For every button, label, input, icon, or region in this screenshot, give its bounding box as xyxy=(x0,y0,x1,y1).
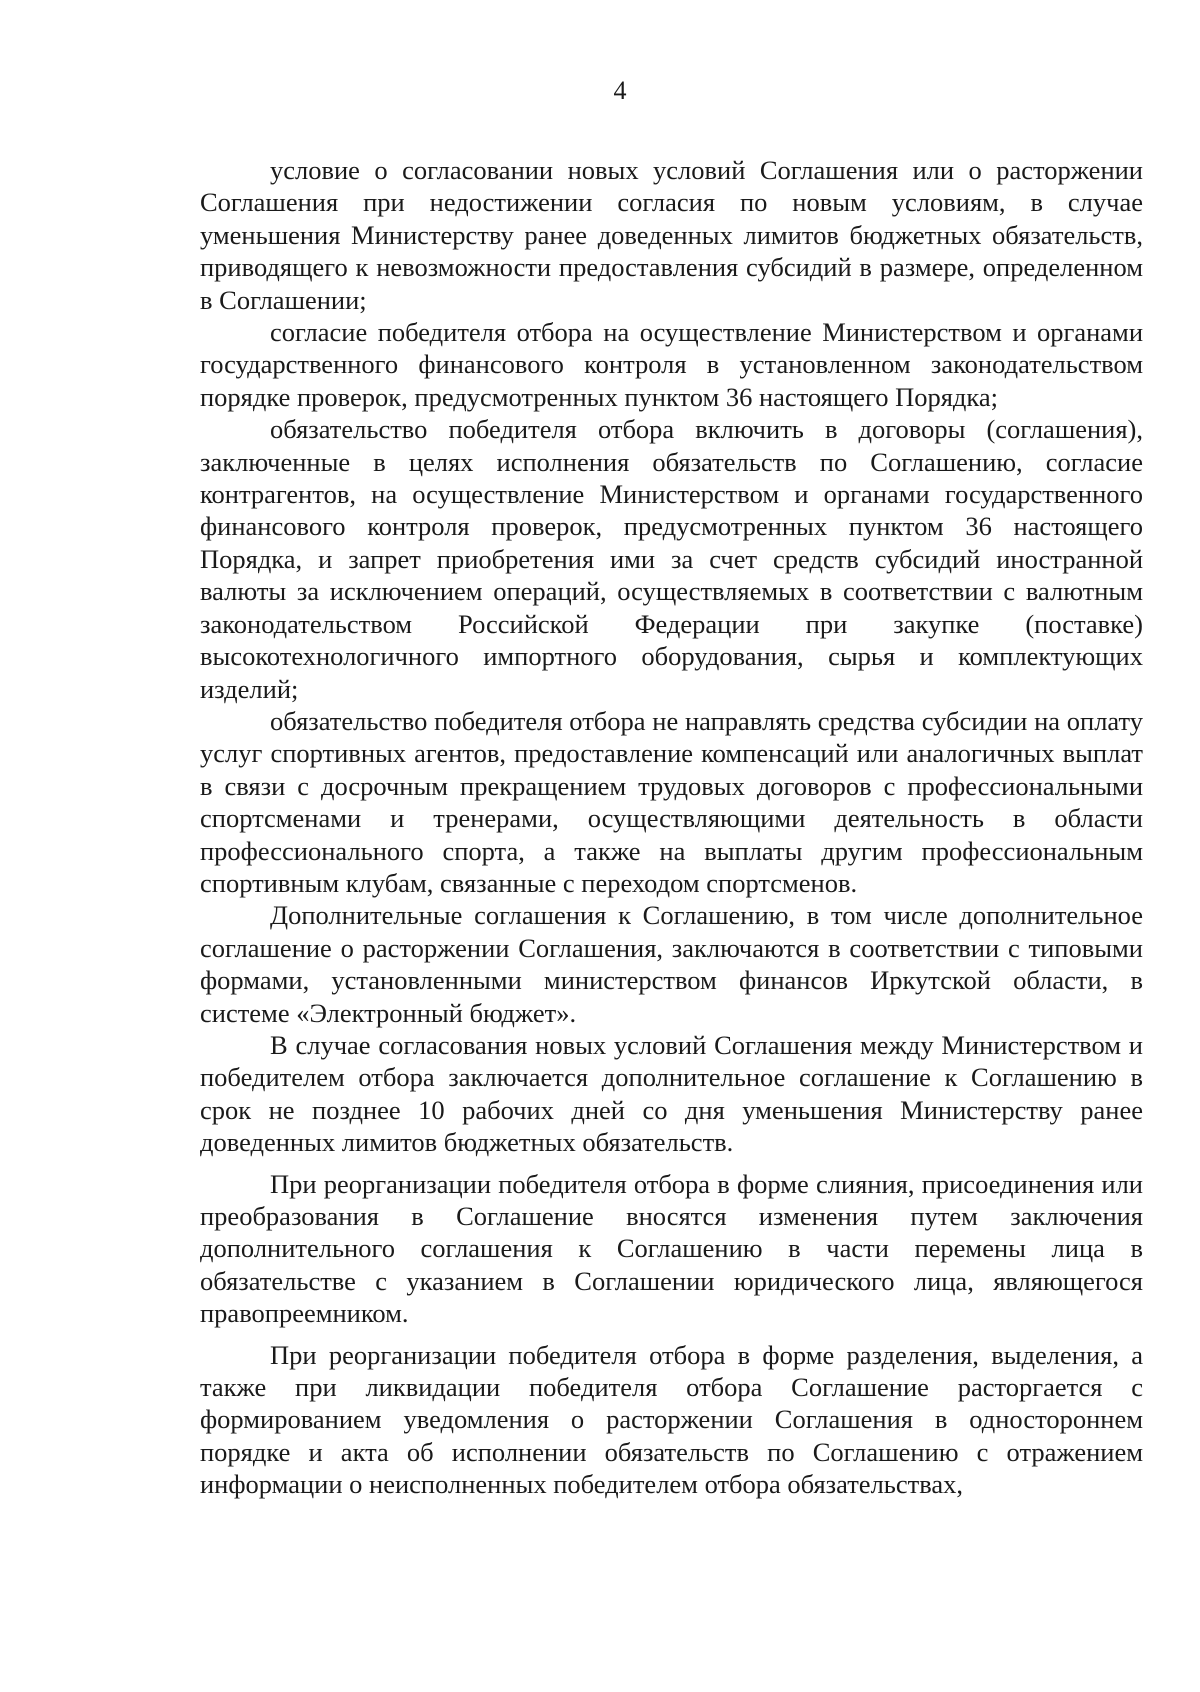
paragraph-new-terms-deadline: В случае согласования новых условий Соглашения между Министерством и победителем отбора заключается дополнительное соглашение к Соглашению в срок не позднее 10 рабочих дней со дня уменьшения Министерству ранее доведенных лимитов бюджетных обязательств. xyxy=(200,1029,1143,1158)
paragraph-additional-agreements: Дополнительные соглашения к Соглашению, в том числе дополнительное соглашение о расторжении Соглашения, заключаются в соответствии с типовыми формами, установленными министерством финансов Иркутской области, в системе «Электронный бюджет». xyxy=(200,900,1143,1028)
paragraph-agreement-terms-condition: условие о согласовании новых условий Соглашения или о расторжении Соглашения при недостижении согласия по новым условиям, в случае уменьшения Министерству ранее доведенных лимитов бюджетных обязательств, приводящего к невозможности предоставления субсидий в размере, определенном в Соглашении; xyxy=(200,155,1143,315)
paragraph-subsidy-restriction: обязательство победителя отбора не направлять средства субсидии на оплату услуг спортивных агентов, предоставление компенсаций или аналогичных выплат в связи с досрочным прекращением трудовых договоров с профессиональными спортсменами и тренерами, осуществляющими деятельность в области профессионального спорта, а также на выплаты другим профессиональным спортивным клубам, связанные с переходом спортсменов. xyxy=(200,705,1143,898)
page-number: 4 xyxy=(613,76,627,105)
paragraph-inspection-consent: согласие победителя отбора на осуществление Министерством и органами государственного финансового контроля в установленном законодательством порядке проверок, предусмотренных пунктом 36 настоящего Порядка; xyxy=(200,317,1143,412)
document-body xyxy=(200,154,1143,1501)
paragraph-reorganization-merger: При реорганизации победителя отбора в форме слияния, присоединения или преобразования в Соглашение вносятся изменения путем заключения дополнительного соглашения к Соглашению в части перемены лица в обязательстве с указанием в Соглашении юридического лица, являющегося правопреемником. xyxy=(200,1168,1143,1329)
paragraph-contract-obligation: обязательство победителя отбора включить в договоры (соглашения), заключенные в целях исполнения обязательств по Соглашению, согласие контрагентов, на осуществление Министерством и органами государственного финансового контроля проверок, предусмотренных пунктом 36 настоящего Порядка, и запрет приобретения ими за счет средств субсидий иностранной валюты за исключением операций, осуществляемых в соответствии с валютным законодательством Российской Федерации при закупке (поставке) высокотехнологичного импортного оборудования, сырья и комплектующих изделий; xyxy=(200,414,1143,704)
paragraph-reorganization-separation: При реорганизации победителя отбора в форме разделения, выделения, а также при ликвидации победителя отбора Соглашение расторгается с формированием уведомления о расторжении Соглашения в одностороннем порядке и акта об исполнении обязательств по Соглашению с отражением информации о неисполненных победителем отбора обязательствах, xyxy=(200,1339,1143,1500)
